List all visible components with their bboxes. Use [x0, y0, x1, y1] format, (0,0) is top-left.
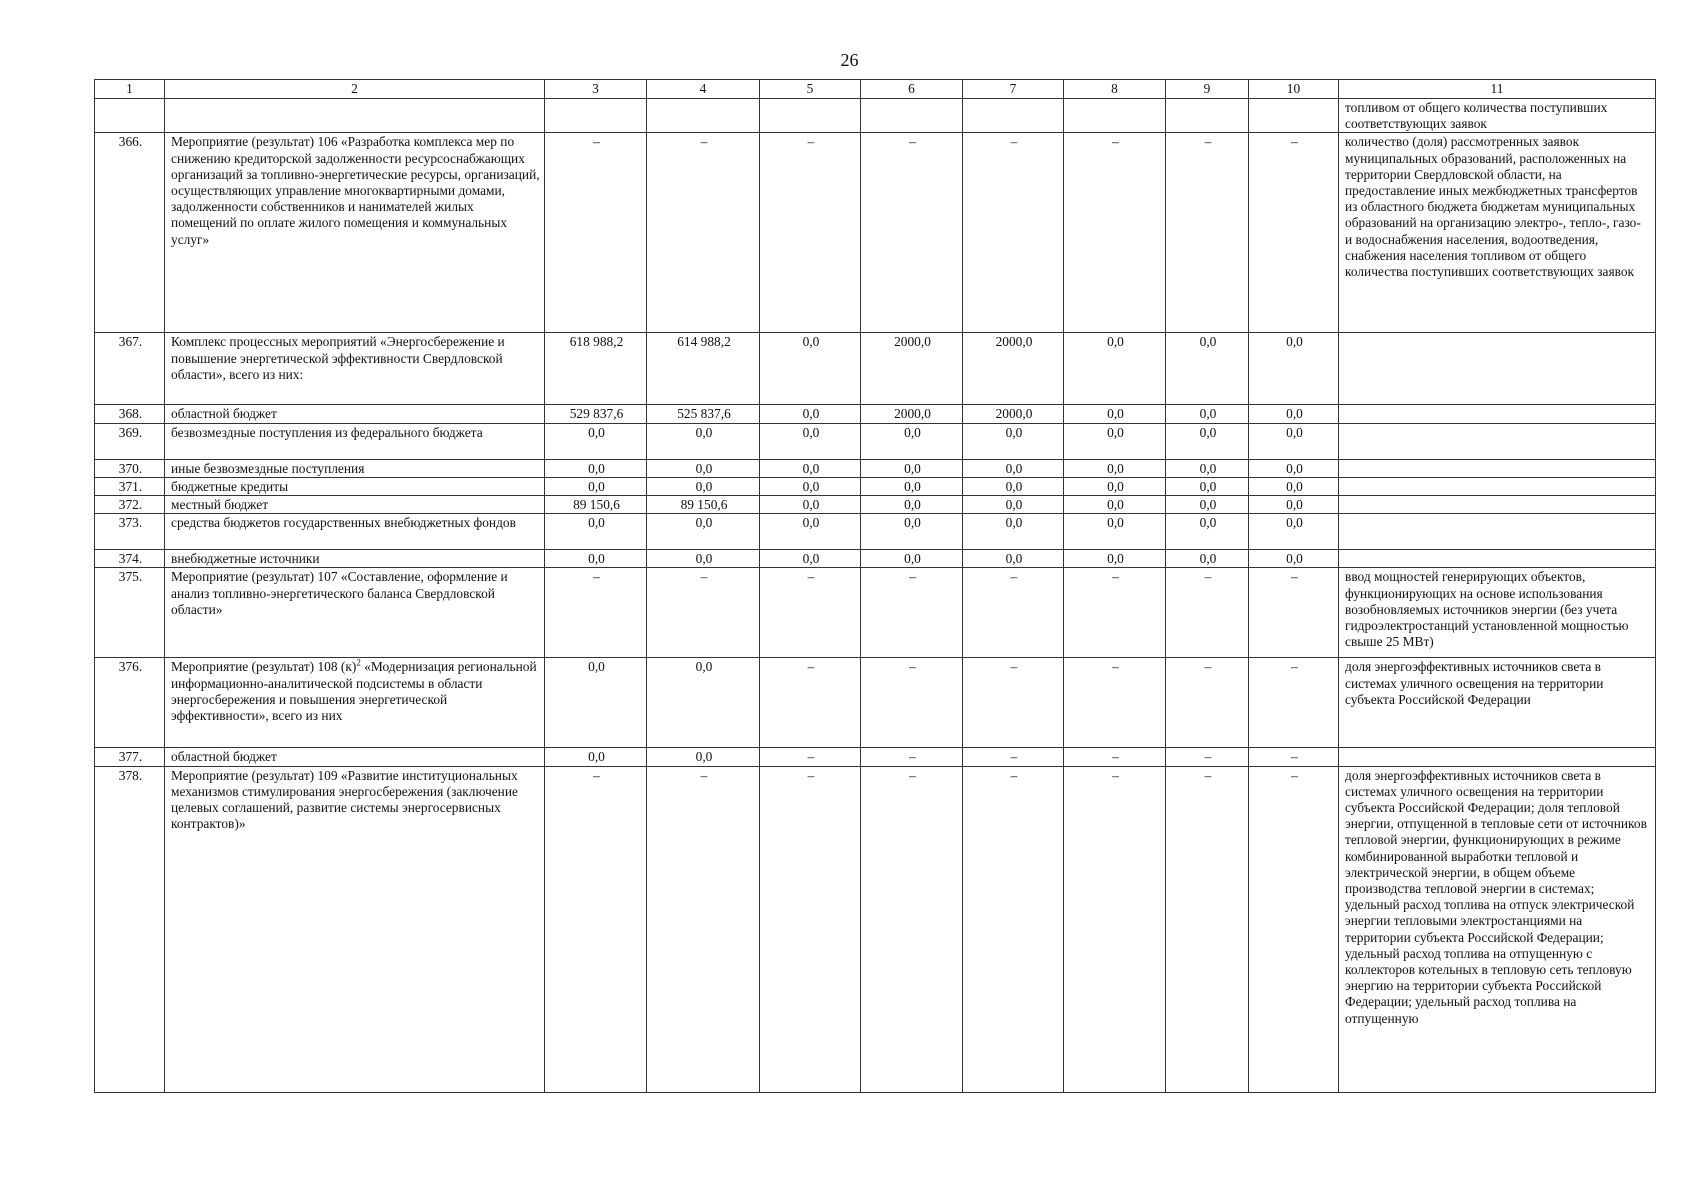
value-cell: 0,0 [647, 658, 760, 748]
value-cell: – [861, 133, 963, 333]
row-name: иные безвозмездные поступления [165, 459, 545, 477]
value-cell: 2000,0 [963, 333, 1064, 405]
value-cell: 0,0 [1249, 550, 1339, 568]
table-row [95, 748, 1656, 766]
value-cell: – [1249, 658, 1339, 748]
row-name: местный бюджет [165, 496, 545, 514]
header-cell: 4 [647, 80, 760, 99]
value-cell: 0,0 [1166, 550, 1249, 568]
value-cell: 0,0 [760, 550, 861, 568]
table-row [95, 766, 1656, 1092]
table-row [95, 477, 1656, 495]
value-cell: 525 837,6 [647, 405, 760, 423]
value-cell: 0,0 [963, 496, 1064, 514]
value-cell: – [1064, 133, 1166, 333]
table-row [95, 496, 1656, 514]
indicator-cell [1339, 496, 1656, 514]
value-cell: 0,0 [647, 423, 760, 459]
value-cell: 0,0 [1064, 459, 1166, 477]
row-name [165, 99, 545, 133]
value-cell: – [545, 133, 647, 333]
value-cell: – [1064, 766, 1166, 1092]
value-cell: 0,0 [1249, 477, 1339, 495]
header-cell: 7 [963, 80, 1064, 99]
value-cell: – [760, 766, 861, 1092]
value-cell: 0,0 [1166, 405, 1249, 423]
value-cell: 0,0 [1064, 514, 1166, 550]
table-row [95, 133, 1656, 333]
row-name-text: Мероприятие (результат) 108 (к) [171, 659, 357, 675]
header-cell: 6 [861, 80, 963, 99]
value-cell: 0,0 [760, 405, 861, 423]
value-cell: 2000,0 [861, 333, 963, 405]
value-cell: 0,0 [1249, 459, 1339, 477]
indicator-cell [1339, 333, 1656, 405]
value-cell: – [1166, 133, 1249, 333]
header-cell: 10 [1249, 80, 1339, 99]
row-number: 376. [95, 658, 165, 748]
value-cell: 0,0 [545, 550, 647, 568]
value-cell: – [760, 133, 861, 333]
row-number: 375. [95, 568, 165, 658]
indicator-cell [1339, 405, 1656, 423]
value-cell: 0,0 [1249, 423, 1339, 459]
value-cell: 0,0 [647, 748, 760, 766]
value-cell: 0,0 [1166, 496, 1249, 514]
header-cell: 8 [1064, 80, 1166, 99]
row-number: 373. [95, 514, 165, 550]
value-cell: 0,0 [1166, 333, 1249, 405]
value-cell: 0,0 [760, 459, 861, 477]
row-name: средства бюджетов государственных внебюджетных фондов [165, 514, 545, 550]
value-cell: 0,0 [760, 477, 861, 495]
budget-table [94, 79, 1656, 1093]
row-number: 369. [95, 423, 165, 459]
value-cell: 614 988,2 [647, 333, 760, 405]
value-cell: – [1166, 748, 1249, 766]
header-cell: 1 [95, 80, 165, 99]
value-cell: 0,0 [963, 514, 1064, 550]
table-row [95, 658, 1656, 748]
value-cell [861, 99, 963, 133]
value-cell: – [1249, 748, 1339, 766]
value-cell: 0,0 [1064, 496, 1166, 514]
table-row [95, 514, 1656, 550]
row-number: 372. [95, 496, 165, 514]
value-cell [1064, 99, 1166, 133]
row-number [95, 99, 165, 133]
value-cell: 0,0 [545, 477, 647, 495]
value-cell: – [1249, 766, 1339, 1092]
row-name: безвозмездные поступления из федерального бюджета [165, 423, 545, 459]
value-cell: – [545, 766, 647, 1092]
value-cell: – [760, 658, 861, 748]
value-cell: – [1064, 658, 1166, 748]
value-cell: 0,0 [1064, 405, 1166, 423]
value-cell: 0,0 [1249, 496, 1339, 514]
value-cell: 0,0 [760, 423, 861, 459]
row-name: областной бюджет [165, 748, 545, 766]
indicator-cell [1339, 423, 1656, 459]
value-cell: 0,0 [861, 423, 963, 459]
value-cell: – [1166, 658, 1249, 748]
value-cell: – [861, 658, 963, 748]
header-row [95, 80, 1656, 99]
indicator-cell [1339, 550, 1656, 568]
page-number: 26 [840, 50, 859, 70]
value-cell: 0,0 [545, 514, 647, 550]
row-number: 374. [95, 550, 165, 568]
value-cell: – [861, 748, 963, 766]
value-cell: 0,0 [545, 423, 647, 459]
value-cell: 0,0 [963, 459, 1064, 477]
header-cell: 11 [1339, 80, 1656, 99]
indicator-cell [1339, 748, 1656, 766]
value-cell [1166, 99, 1249, 133]
value-cell: 0,0 [647, 550, 760, 568]
row-number: 370. [95, 459, 165, 477]
value-cell: 0,0 [545, 459, 647, 477]
value-cell: – [963, 568, 1064, 658]
value-cell: 0,0 [1166, 477, 1249, 495]
value-cell: – [545, 568, 647, 658]
row-name: Комплекс процессных мероприятий «Энергосбережение и повышение энергетической эффективности Свердловской области», всего из них: [165, 333, 545, 405]
value-cell: 89 150,6 [545, 496, 647, 514]
indicator-cell: топливом от общего количества поступивших соответствующих заявок [1339, 99, 1656, 133]
row-number: 366. [95, 133, 165, 333]
value-cell [545, 99, 647, 133]
row-name: Мероприятие (результат) 106 «Разработка комплекса мер по снижению кредиторской задолженности ресурсоснабжающих организаций за топливно-энергетические ресурсы, организаций, осуществляющих управление многоквартирными домами, задолженности собственников и нанимателей жилых помещений по оплате жилого помещения и коммунальных услуг» [165, 133, 545, 333]
value-cell: 0,0 [647, 459, 760, 477]
row-name: Мероприятие (результат) 109 «Развитие институциональных механизмов стимулирования энергосбережения (заключение целевых соглашений, развитие системы энергосервисных контрактов)» [165, 766, 545, 1092]
value-cell [1249, 99, 1339, 133]
header-cell: 5 [760, 80, 861, 99]
indicator-cell: ввод мощностей генерирующих объектов, функционирующих на основе использования возобновляемых источников энергии (без учета гидроэлектростанций установленной мощностью свыше 25 МВт) [1339, 568, 1656, 658]
row-name: Мероприятие (результат) 107 «Составление, оформление и анализ топливно-энергетического баланса Свердловской области» [165, 568, 545, 658]
value-cell: 0,0 [861, 514, 963, 550]
value-cell: – [1064, 748, 1166, 766]
value-cell: 0,0 [760, 333, 861, 405]
value-cell: – [861, 568, 963, 658]
value-cell: – [1166, 568, 1249, 658]
value-cell: 0,0 [647, 477, 760, 495]
value-cell: 0,0 [1249, 333, 1339, 405]
row-name: внебюджетные источники [165, 550, 545, 568]
value-cell: – [760, 748, 861, 766]
value-cell [963, 99, 1064, 133]
table-row [95, 423, 1656, 459]
value-cell: 0,0 [1249, 405, 1339, 423]
header-cell: 3 [545, 80, 647, 99]
value-cell: – [963, 766, 1064, 1092]
value-cell: 0,0 [1064, 477, 1166, 495]
value-cell: 0,0 [1064, 550, 1166, 568]
value-cell: 0,0 [1064, 333, 1166, 405]
value-cell: 0,0 [1064, 423, 1166, 459]
value-cell: 0,0 [963, 477, 1064, 495]
row-number: 368. [95, 405, 165, 423]
value-cell: – [1249, 568, 1339, 658]
value-cell: 529 837,6 [545, 405, 647, 423]
row-number: 378. [95, 766, 165, 1092]
table-row [95, 568, 1656, 658]
value-cell: 0,0 [1166, 459, 1249, 477]
value-cell: 0,0 [861, 496, 963, 514]
value-cell: – [963, 748, 1064, 766]
value-cell: – [963, 658, 1064, 748]
row-name-text: «Модернизация региональной информационно-аналитической подсистемы в области энергосбережения и повышения энергетической эффективности», всего из них [171, 659, 537, 724]
value-cell: 0,0 [760, 514, 861, 550]
value-cell: – [1166, 766, 1249, 1092]
value-cell: 0,0 [545, 658, 647, 748]
footnote-mark: 2 [356, 657, 361, 668]
table-row [95, 99, 1656, 133]
indicator-cell [1339, 514, 1656, 550]
value-cell: – [963, 133, 1064, 333]
value-cell: 618 988,2 [545, 333, 647, 405]
value-cell: 0,0 [1249, 514, 1339, 550]
value-cell: – [861, 766, 963, 1092]
value-cell: 0,0 [861, 477, 963, 495]
table-row [95, 459, 1656, 477]
value-cell: – [647, 568, 760, 658]
row-name [165, 658, 545, 748]
value-cell: 0,0 [963, 423, 1064, 459]
indicator-cell [1339, 459, 1656, 477]
value-cell: – [647, 766, 760, 1092]
indicator-cell: доля энергоэффективных источников света в системах уличного освещения на территории субъекта Российской Федерации [1339, 658, 1656, 748]
value-cell: – [1064, 568, 1166, 658]
value-cell: 0,0 [963, 550, 1064, 568]
value-cell: 0,0 [647, 514, 760, 550]
value-cell: 2000,0 [963, 405, 1064, 423]
row-number: 371. [95, 477, 165, 495]
value-cell: 2000,0 [861, 405, 963, 423]
indicator-cell: количество (доля) рассмотренных заявок муниципальных образований, расположенных на территории Свердловской области, на предоставление иных межбюджетных трансфертов из областного бюджета бюджетам муниципальных образований на организацию электро-, тепло-, газо- и водоснабжения населения, водоотведения, снабжения населения топливом от общего количества поступивших соответствующих заявок [1339, 133, 1656, 333]
value-cell: – [1249, 133, 1339, 333]
value-cell: – [647, 133, 760, 333]
value-cell: 0,0 [545, 748, 647, 766]
indicator-cell [1339, 477, 1656, 495]
row-number: 377. [95, 748, 165, 766]
value-cell: 0,0 [760, 496, 861, 514]
indicator-cell: доля энергоэффективных источников света в системах уличного освещения на территории субъекта Российской Федерации; доля тепловой энергии, отпущенной в тепловые сети от источников тепловой энергии, функционирующих в режиме комбинированной выработки тепловой и электрической энергии, в общем объеме производства тепловой энергии в системах; удельный расход топлива на отпуск электрической энергии тепловыми электростанциями на территории субъекта Российской Федерации; удельный расход топлива на отпущенную с коллекторов котельных в тепловую сеть тепловую энергию на территории субъекта Российской Федерации; удельный расход топлива на отпущенную [1339, 766, 1656, 1092]
row-name: бюджетные кредиты [165, 477, 545, 495]
value-cell: 0,0 [861, 550, 963, 568]
value-cell [647, 99, 760, 133]
row-name: областной бюджет [165, 405, 545, 423]
table-row [95, 333, 1656, 405]
value-cell: 0,0 [1166, 514, 1249, 550]
row-number: 367. [95, 333, 165, 405]
table-row [95, 550, 1656, 568]
value-cell [760, 99, 861, 133]
value-cell: 0,0 [861, 459, 963, 477]
value-cell: – [760, 568, 861, 658]
header-cell: 2 [165, 80, 545, 99]
table-row [95, 405, 1656, 423]
value-cell: 0,0 [1166, 423, 1249, 459]
value-cell: 89 150,6 [647, 496, 760, 514]
header-cell: 9 [1166, 80, 1249, 99]
